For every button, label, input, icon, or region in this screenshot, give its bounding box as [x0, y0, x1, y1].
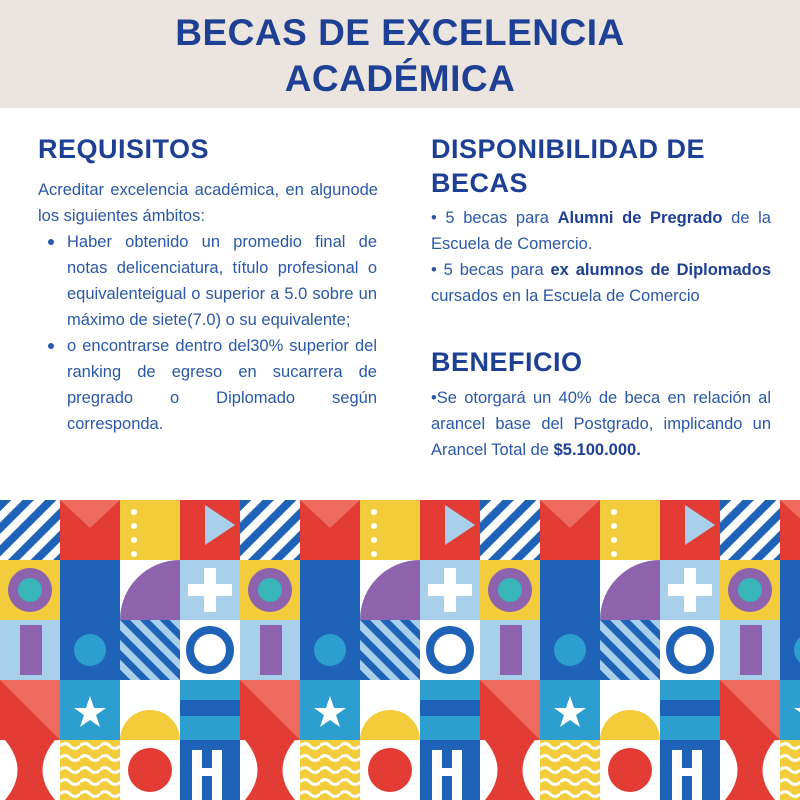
item-1-text: • 5 becas para — [431, 209, 558, 227]
disponibilidad-item-1 — [431, 205, 771, 257]
beneficio-description: •Se otorgará un 40% de beca en relación al arancel base del Postgrado, implicando un Arancel Total de — [431, 389, 771, 459]
geometric-pattern-banner — [0, 500, 800, 800]
disponibilidad-heading-line-2: BECAS — [431, 168, 529, 198]
item-2-highlight: ex alumnos de Diplomados — [550, 261, 771, 279]
beneficio-amount: $5.100.000. — [553, 441, 641, 459]
disponibilidad-heading — [431, 132, 705, 200]
title-line-1: BECAS DE EXCELENCIA — [175, 12, 625, 53]
requisitos-list — [67, 229, 377, 437]
item-1-text-end: de la Escuela de Comercio. — [431, 209, 771, 253]
item-2-text: • 5 becas para — [431, 261, 551, 279]
list-item — [67, 333, 377, 437]
title-line-2: ACADÉMICA — [284, 58, 516, 99]
item-1-highlight: Alumni de Pregrado — [557, 209, 723, 227]
requisitos-heading: REQUISITOS — [38, 134, 210, 164]
page-title — [0, 10, 800, 102]
beneficio-text — [431, 385, 771, 463]
list-item — [67, 229, 377, 333]
requisitos-intro: Acreditar excelencia académica, en algunode los siguientes ámbitos: — [38, 181, 378, 225]
list-item-text: Haber obtenido un promedio final de notas delicenciatura, título profesional o equivalenteigual o superior a 5.0 sobre un máximo de siete(7.0) o su equivalente; — [67, 233, 377, 329]
beneficio-heading: BENEFICIO — [431, 347, 583, 377]
header-band — [0, 0, 800, 108]
disponibilidad-item-2 — [431, 257, 771, 309]
bullet-icon — [48, 343, 54, 349]
disponibilidad-heading-line-1: DISPONIBILIDAD DE — [431, 134, 706, 164]
list-item-text: o encontrarse dentro del30% superior del ranking de egreso en sucarrera de pregrado o Diplomado según corresponda. — [67, 337, 377, 433]
item-2-text-end: cursados en la Escuela de Comercio — [431, 287, 700, 305]
bullet-icon — [48, 239, 54, 245]
